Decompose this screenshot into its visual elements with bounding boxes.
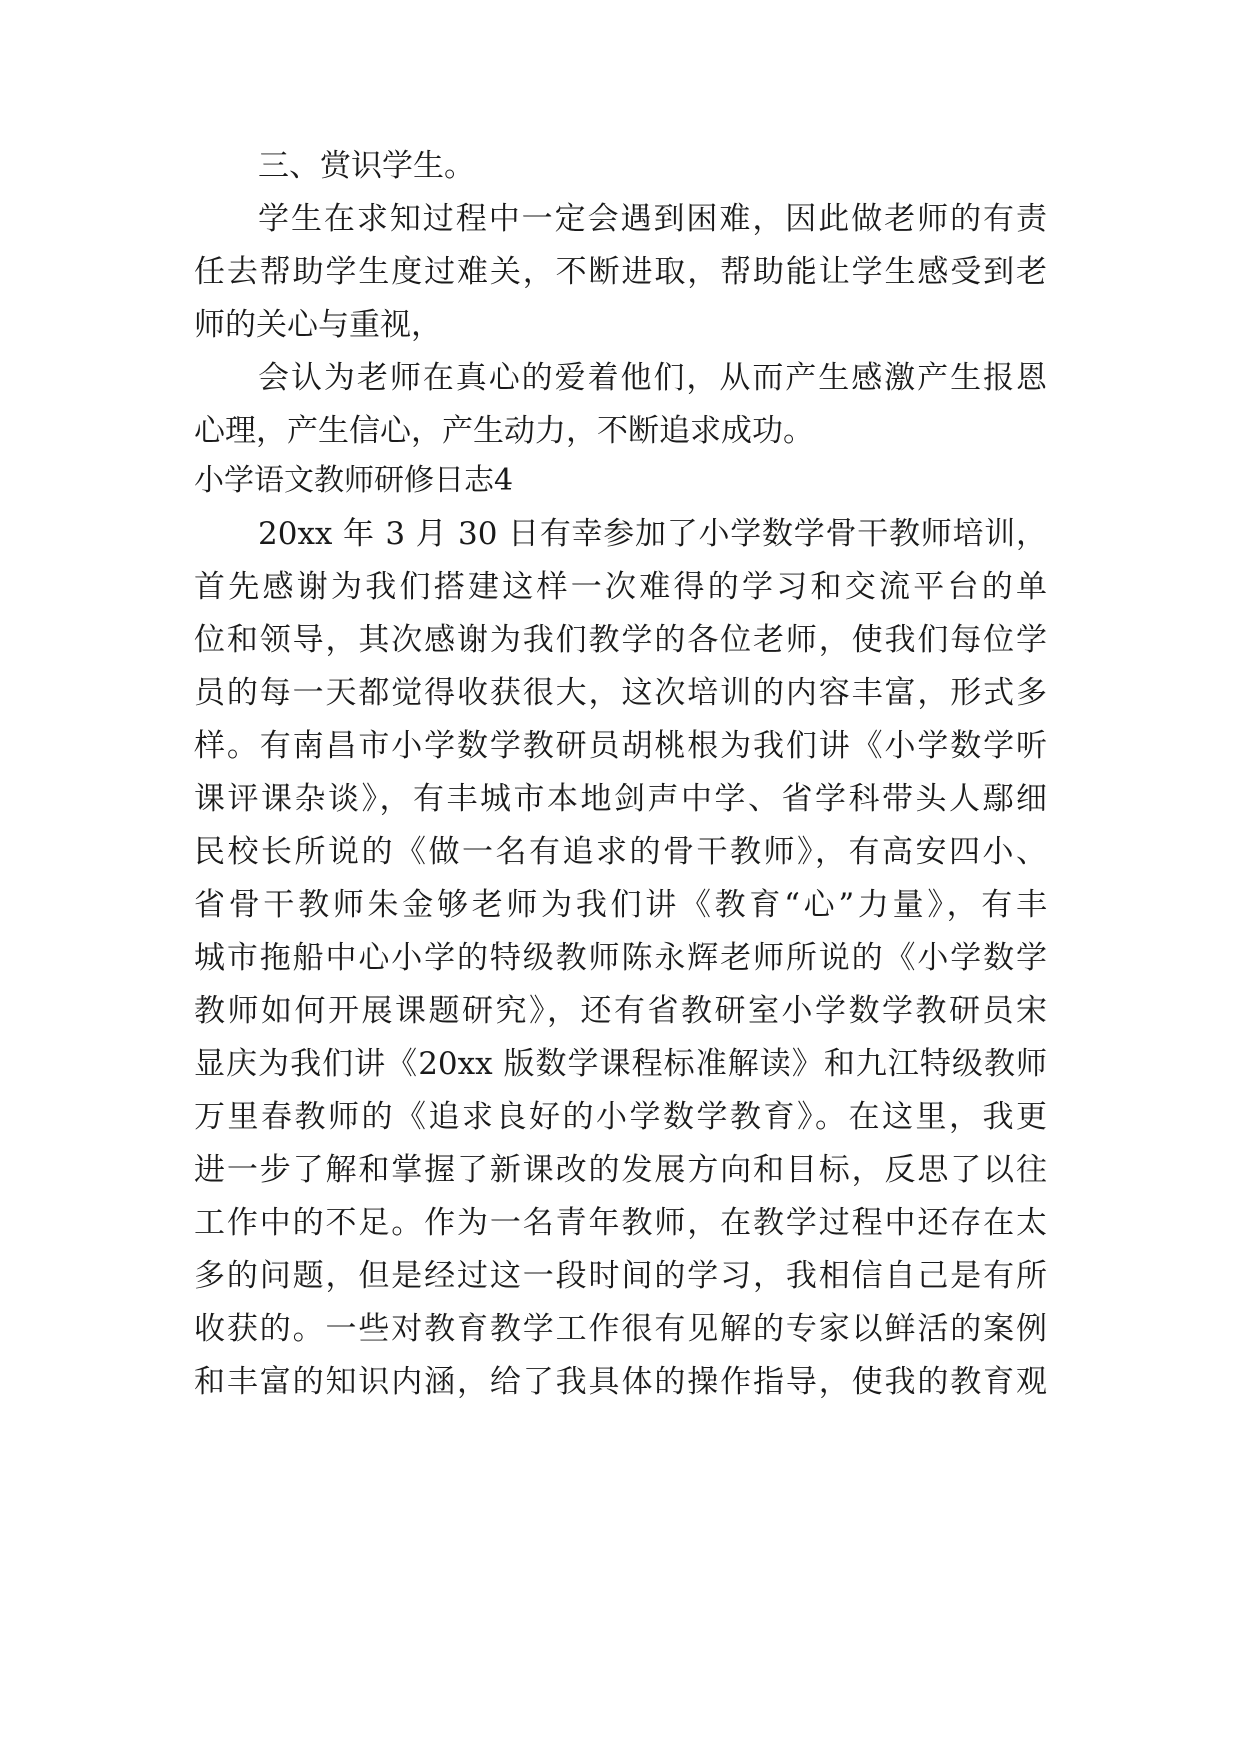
paragraph-line: 首先感谢为我们搭建这样一次难得的学习和交流平台的单 xyxy=(194,569,1047,605)
paragraph-line: 城市拖船中心小学的特级教师陈永辉老师所说的《小学数学 xyxy=(194,940,1047,976)
paragraph-line: 员的每一天都觉得收获很大，这次培训的内容丰富，形式多 xyxy=(194,675,1047,711)
paragraph-line: 省骨干教师朱金够老师为我们讲《教育“心”力量》，有丰 xyxy=(194,887,1047,923)
paragraph-line: 心理，产生信心，产生动力，不断追求成功。 xyxy=(194,413,814,449)
paragraph-line: 收获的。一些对教育教学工作很有见解的专家以鲜活的案例 xyxy=(194,1311,1047,1347)
section-heading: 三、赏识学生。 xyxy=(258,148,475,184)
paragraph-line: 学生在求知过程中一定会遇到困难，因此做老师的有责 xyxy=(258,201,1047,237)
paragraph-line: 师的关心与重视， xyxy=(194,307,442,343)
paragraph-line: 20xx 年 3 月 30 日有幸参加了小学数学骨干教师培训， xyxy=(258,516,1047,552)
paragraph-line: 位和领导，其次感谢为我们教学的各位老师，使我们每位学 xyxy=(194,622,1047,658)
paragraph-line: 进一步了解和掌握了新课改的发展方向和目标，反思了以往 xyxy=(194,1152,1047,1188)
paragraph-line: 万里春教师的《追求良好的小学数学教育》。在这里，我更 xyxy=(194,1099,1047,1135)
paragraph-line: 和丰富的知识内涵，给了我具体的操作指导，使我的教育观 xyxy=(194,1364,1047,1400)
paragraph-line: 样。有南昌市小学数学教研员胡桃根为我们讲《小学数学听 xyxy=(194,728,1047,764)
paragraph-line: 民校长所说的《做一名有追求的骨干教师》，有高安四小、 xyxy=(194,834,1047,870)
paragraph-line: 显庆为我们讲《20xx 版数学课程标准解读》和九江特级教师 xyxy=(194,1046,1047,1082)
diary-title: 小学语文教师研修日志4 xyxy=(194,463,514,498)
paragraph-line: 多的问题，但是经过这一段时间的学习，我相信自己是有所 xyxy=(194,1258,1047,1294)
paragraph-line: 课评课杂谈》，有丰城市本地剑声中学、省学科带头人鄢细 xyxy=(194,781,1047,817)
paragraph-line: 工作中的不足。作为一名青年教师，在教学过程中还存在太 xyxy=(194,1205,1047,1241)
paragraph-line: 会认为老师在真心的爱着他们，从而产生感激产生报恩 xyxy=(258,360,1047,396)
paragraph-line: 任去帮助学生度过难关，不断进取，帮助能让学生感受到老 xyxy=(194,254,1047,290)
paragraph-line: 教师如何开展课题研究》，还有省教研室小学数学教研员宋 xyxy=(194,993,1047,1029)
